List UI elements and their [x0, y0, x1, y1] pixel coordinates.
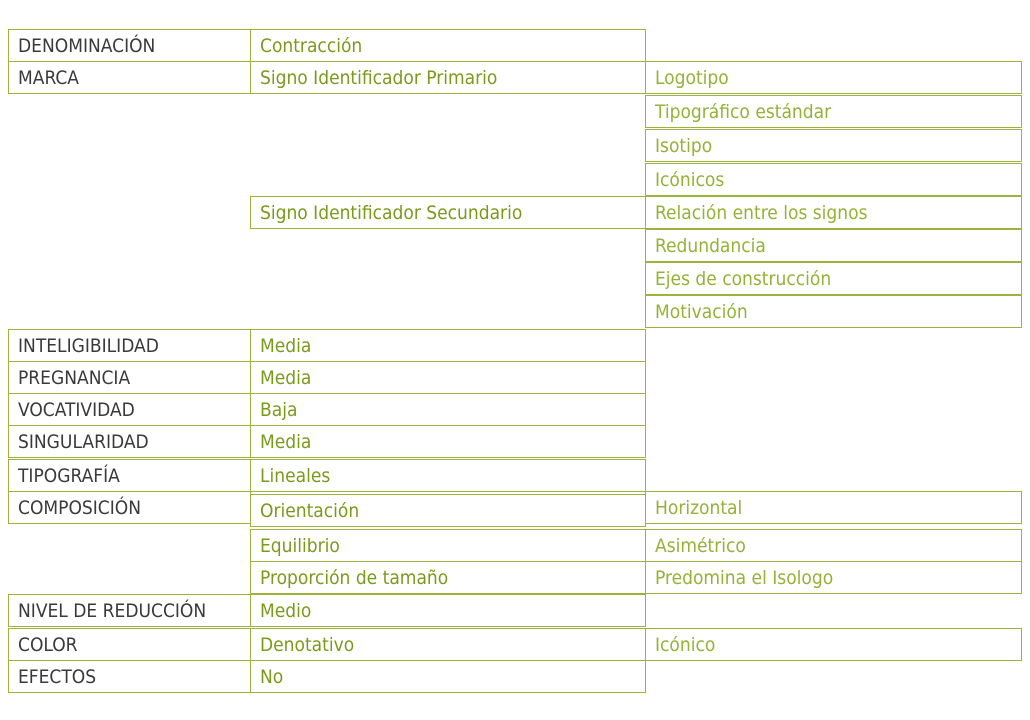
value-pregnancia: Media [250, 361, 646, 394]
marca-primario-item: Isotipo [645, 129, 1022, 162]
value-color-extra: Icónico [645, 628, 1022, 661]
label-composicion: COMPOSICIÓN [8, 491, 251, 524]
marca-primario-label: Signo Identificador Primario [250, 61, 646, 94]
composicion-item-label: Proporción de tamaño [250, 561, 646, 594]
label-efectos: EFECTOS [8, 660, 251, 693]
label-vocatividad: VOCATIVIDAD [8, 393, 251, 426]
value-singularidad: Media [250, 425, 646, 458]
marca-secundario-item: Ejes de construcción [645, 262, 1022, 295]
label-tipografia: TIPOGRAFÍA [8, 459, 251, 492]
label-color: COLOR [8, 628, 251, 661]
label-denominacion: DENOMINACIÓN [8, 29, 251, 62]
marca-primario-item: Tipográfico estándar [645, 95, 1022, 128]
marca-secundario-item: Redundancia [645, 229, 1022, 262]
label-nivel-reduccion: NIVEL DE REDUCCIÓN [8, 594, 251, 627]
value-vocatividad: Baja [250, 393, 646, 426]
value-nivel-reduccion: Medio [250, 594, 646, 627]
label-inteligibilidad: INTELIGIBILIDAD [8, 329, 251, 362]
composicion-item-label: Orientación [250, 494, 646, 527]
value-denominacion: Contracción [250, 29, 646, 62]
composicion-item-value: Horizontal [645, 491, 1022, 524]
value-efectos: No [250, 660, 646, 693]
label-marca: MARCA [8, 61, 251, 94]
label-singularidad: SINGULARIDAD [8, 425, 251, 458]
value-tipografia: Lineales [250, 459, 646, 492]
marca-primario-item: Icónicos [645, 163, 1022, 196]
marca-secundario-item: Motivación [645, 295, 1022, 328]
composicion-item-value: Predomina el Isologo [645, 561, 1022, 594]
value-color: Denotativo [250, 628, 646, 661]
marca-primario-item: Logotipo [645, 61, 1022, 94]
label-pregnancia: PREGNANCIA [8, 361, 251, 394]
value-inteligibilidad: Media [250, 329, 646, 362]
composicion-item-label: Equilibrio [250, 529, 646, 562]
marca-secundario-item: Relación entre los signos [645, 196, 1022, 229]
composicion-item-value: Asimétrico [645, 529, 1022, 562]
marca-secundario-label: Signo Identificador Secundario [250, 196, 646, 229]
